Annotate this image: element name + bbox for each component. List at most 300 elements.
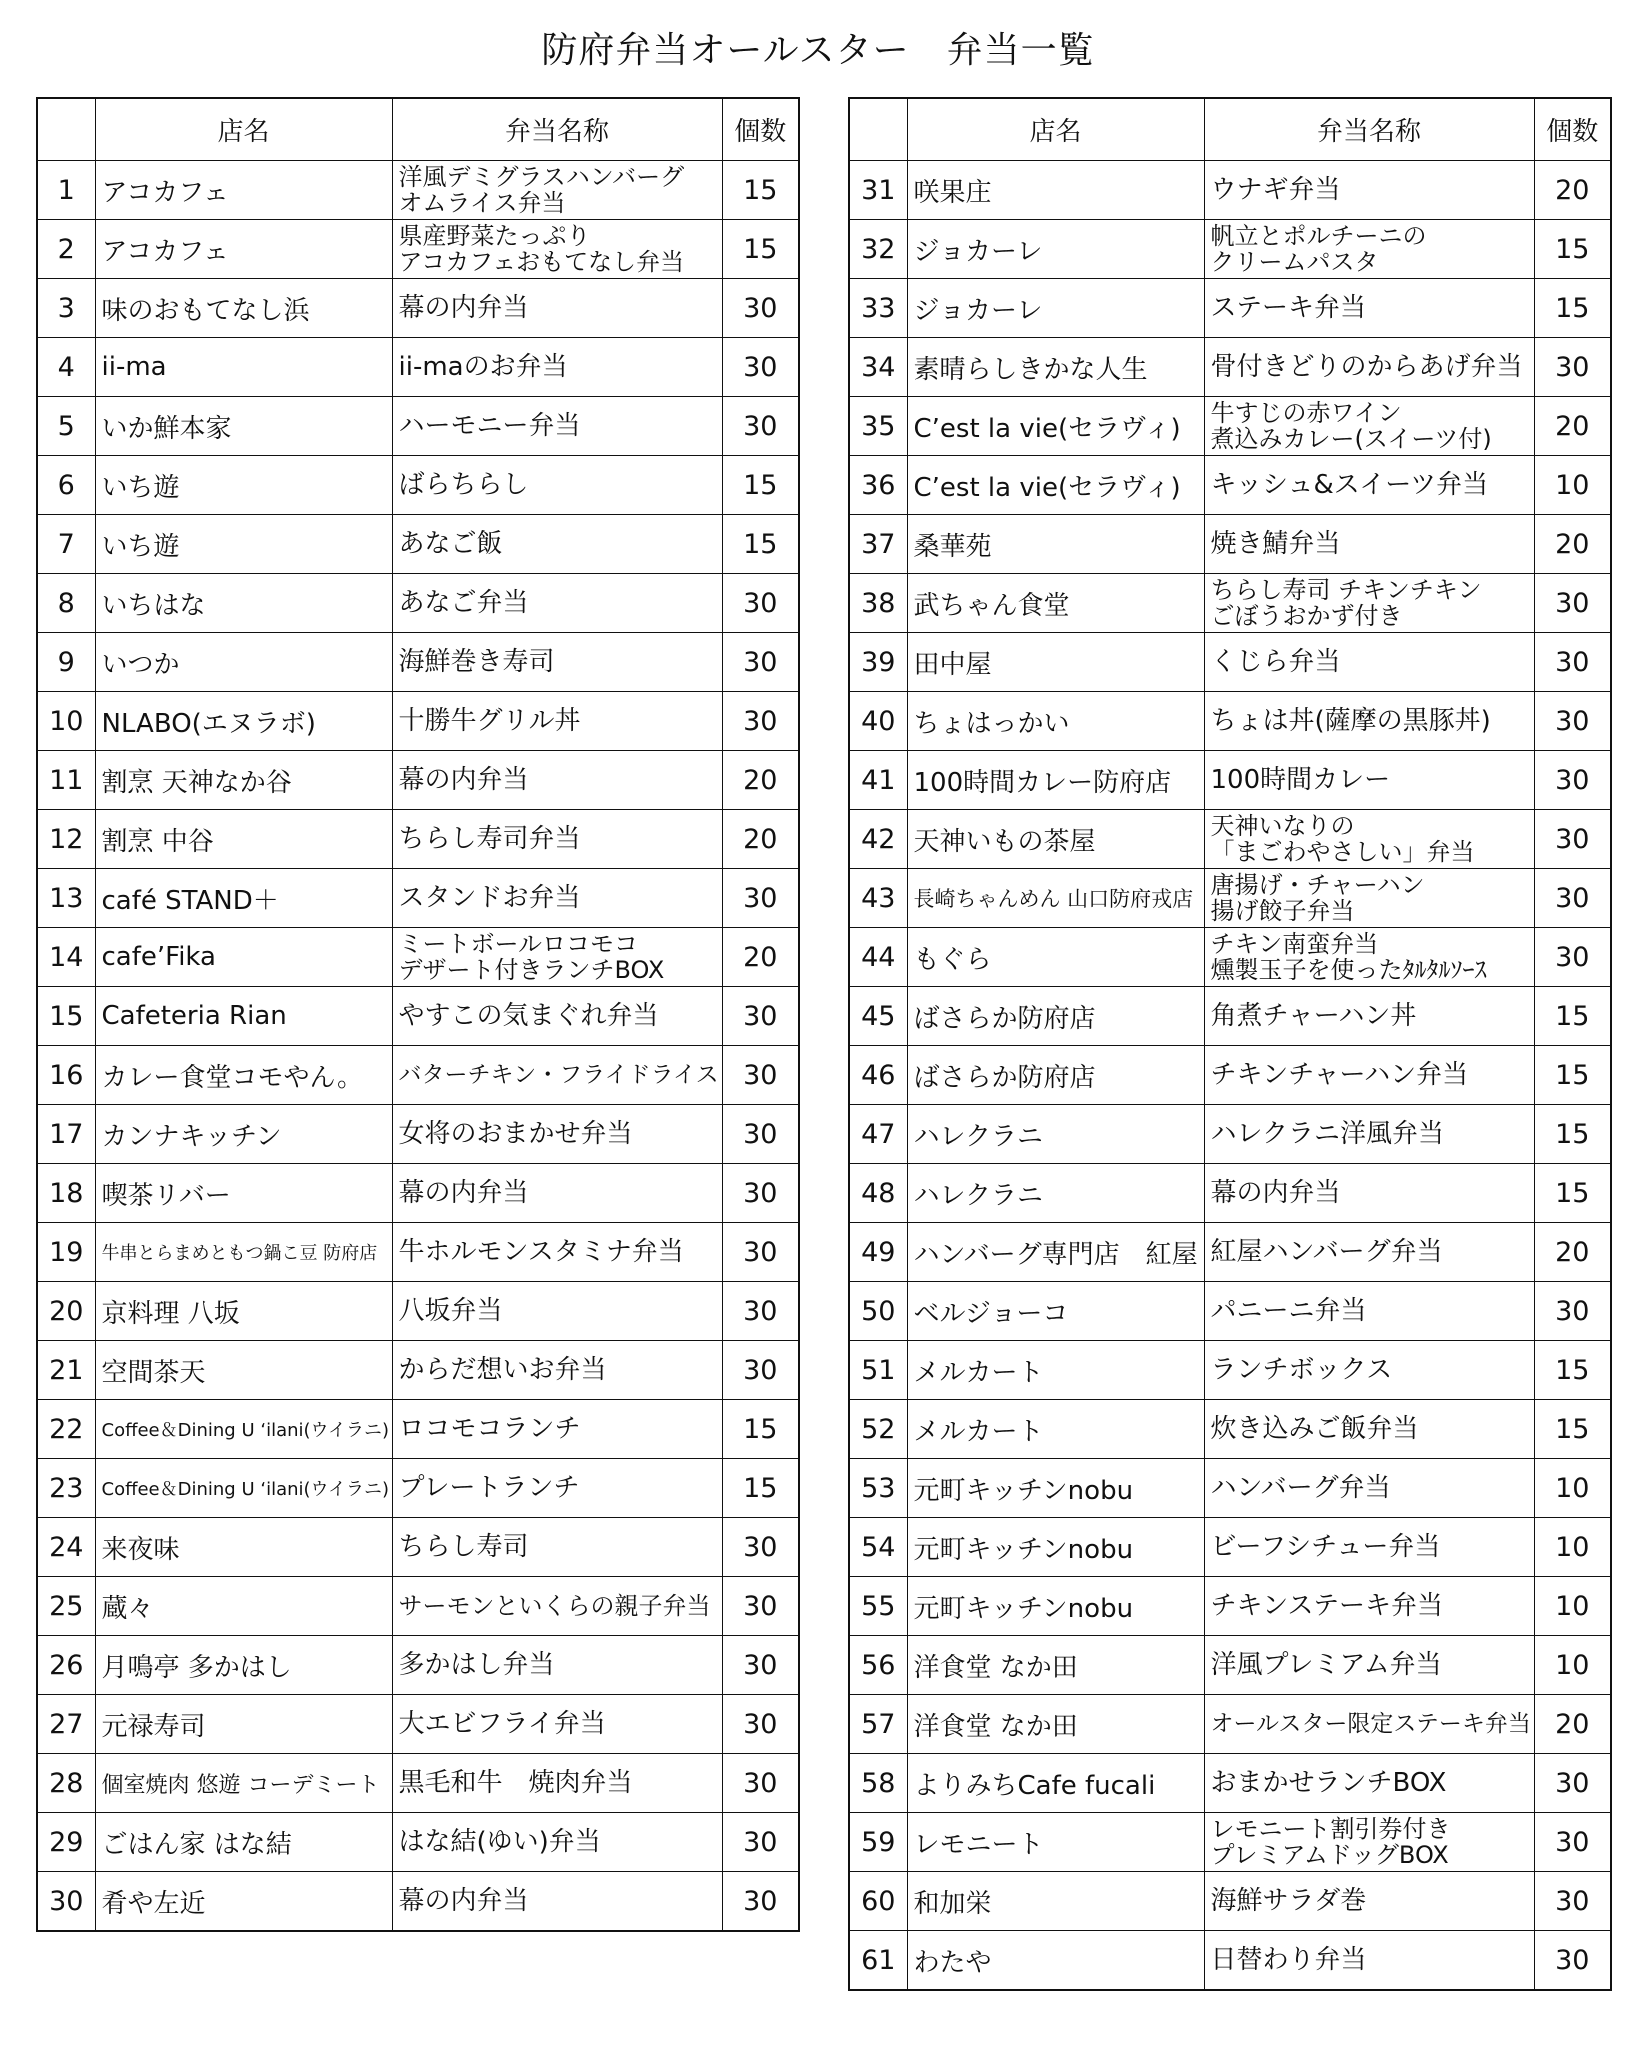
table-row (37, 220, 799, 279)
shop-name: ベルジョーコ (907, 1282, 1204, 1341)
row-number: 2 (37, 220, 95, 279)
shop-name: 長崎ちゃんめん 山口防府戎店 (907, 869, 1204, 928)
table-row (849, 1931, 1611, 1991)
bento-name: 洋風デミグラスハンバーグ オムライス弁当 (392, 161, 722, 220)
table-row (37, 1282, 799, 1341)
bento-name: あなご飯 (392, 515, 722, 574)
table-row (37, 928, 799, 987)
table-row (849, 633, 1611, 692)
row-number: 38 (849, 574, 907, 633)
table-row (849, 1223, 1611, 1282)
bento-count: 10 (1534, 1577, 1611, 1636)
shop-name: いちはな (95, 574, 392, 633)
shop-name: いち遊 (95, 456, 392, 515)
row-number: 32 (849, 220, 907, 279)
bento-count: 30 (1534, 869, 1611, 928)
row-number: 20 (37, 1282, 95, 1341)
bento-count: 10 (1534, 1636, 1611, 1695)
row-number: 17 (37, 1105, 95, 1164)
table-row (37, 1872, 799, 1932)
bento-name: 骨付きどりのからあげ弁当 (1204, 338, 1534, 397)
bento-name: あなご弁当 (392, 574, 722, 633)
table-row (849, 1636, 1611, 1695)
row-number: 53 (849, 1459, 907, 1518)
shop-name: 京料理 八坂 (95, 1282, 392, 1341)
row-number: 46 (849, 1046, 907, 1105)
table-row (37, 810, 799, 869)
table-row (849, 1695, 1611, 1754)
row-number: 35 (849, 397, 907, 456)
table-row (37, 633, 799, 692)
bento-table-left (36, 97, 800, 1932)
table-row (849, 692, 1611, 751)
bento-name: 十勝牛グリル丼 (392, 692, 722, 751)
bento-count: 30 (1534, 1931, 1611, 1991)
table-row (37, 1341, 799, 1400)
bento-name: はな結(ゆい)弁当 (392, 1813, 722, 1872)
bento-count: 15 (1534, 987, 1611, 1046)
bento-name: ランチボックス (1204, 1341, 1534, 1400)
row-number: 19 (37, 1223, 95, 1282)
table-row (849, 338, 1611, 397)
row-number: 60 (849, 1872, 907, 1931)
shop-name: 天神いもの茶屋 (907, 810, 1204, 869)
bento-name: 角煮チャーハン丼 (1204, 987, 1534, 1046)
shop-name: いち遊 (95, 515, 392, 574)
bento-name: ウナギ弁当 (1204, 161, 1534, 220)
table-row (849, 1164, 1611, 1223)
table-row (37, 692, 799, 751)
bento-name: 県産野菜たっぷり アコカフェおもてなし弁当 (392, 220, 722, 279)
shop-name: ハンバーグ専門店 紅屋 (907, 1223, 1204, 1282)
row-number: 31 (849, 161, 907, 220)
table-row (37, 1459, 799, 1518)
shop-name: 元町キッチンnobu (907, 1577, 1204, 1636)
row-number: 57 (849, 1695, 907, 1754)
table-row (849, 987, 1611, 1046)
shop-name: ハレクラニ (907, 1164, 1204, 1223)
bento-count: 15 (1534, 1341, 1611, 1400)
bento-name: プレートランチ (392, 1459, 722, 1518)
bento-count: 30 (722, 338, 799, 397)
bento-name: 幕の内弁当 (392, 751, 722, 810)
row-number: 4 (37, 338, 95, 397)
row-number: 16 (37, 1046, 95, 1105)
table-row (37, 1223, 799, 1282)
row-number: 33 (849, 279, 907, 338)
table-row (37, 1813, 799, 1872)
bento-count: 30 (722, 1577, 799, 1636)
shop-name: 洋食堂 なか田 (907, 1636, 1204, 1695)
shop-name: 蔵々 (95, 1577, 392, 1636)
row-number: 52 (849, 1400, 907, 1459)
table-row (849, 1813, 1611, 1872)
bento-count: 30 (722, 1872, 799, 1932)
bento-count: 10 (1534, 1459, 1611, 1518)
shop-name: 田中屋 (907, 633, 1204, 692)
table-row (849, 220, 1611, 279)
bento-count: 30 (722, 692, 799, 751)
shop-name: 個室焼肉 悠遊 コーデミート (95, 1754, 392, 1813)
table-row (37, 515, 799, 574)
shop-name: もぐら (907, 928, 1204, 987)
table-row (849, 1341, 1611, 1400)
bento-count: 30 (1534, 1872, 1611, 1931)
bento-count: 20 (1534, 397, 1611, 456)
row-number: 18 (37, 1164, 95, 1223)
row-number: 37 (849, 515, 907, 574)
shop-name: 洋食堂 なか田 (907, 1695, 1204, 1754)
bento-count: 30 (1534, 1282, 1611, 1341)
row-number: 29 (37, 1813, 95, 1872)
bento-count: 30 (722, 1636, 799, 1695)
bento-count: 30 (1534, 751, 1611, 810)
bento-table-right (848, 97, 1612, 1991)
shop-name: メルカート (907, 1341, 1204, 1400)
bento-name: チキンステーキ弁当 (1204, 1577, 1534, 1636)
bento-name: キッシュ&スイーツ弁当 (1204, 456, 1534, 515)
row-number: 30 (37, 1872, 95, 1932)
bento-count: 15 (1534, 220, 1611, 279)
bento-count: 20 (1534, 161, 1611, 220)
bento-count: 30 (1534, 338, 1611, 397)
bento-count: 30 (722, 633, 799, 692)
bento-count: 15 (1534, 1164, 1611, 1223)
shop-name: ジョカーレ (907, 279, 1204, 338)
row-number: 41 (849, 751, 907, 810)
row-number: 28 (37, 1754, 95, 1813)
bento-name: ii-maのお弁当 (392, 338, 722, 397)
table-row (37, 1046, 799, 1105)
shop-name: 元町キッチンnobu (907, 1459, 1204, 1518)
shop-name: Cafeteria Rian (95, 987, 392, 1046)
bento-count: 15 (722, 1400, 799, 1459)
table-row (37, 869, 799, 928)
bento-name: からだ想いお弁当 (392, 1341, 722, 1400)
bento-count: 30 (722, 1518, 799, 1577)
shop-name: アコカフェ (95, 220, 392, 279)
row-number: 22 (37, 1400, 95, 1459)
bento-name: 幕の内弁当 (392, 1872, 722, 1932)
shop-name: いか鮮本家 (95, 397, 392, 456)
row-number: 43 (849, 869, 907, 928)
table-row (37, 456, 799, 515)
shop-name: 和加栄 (907, 1872, 1204, 1931)
bento-name: サーモンといくらの親子弁当 (392, 1577, 722, 1636)
row-number: 23 (37, 1459, 95, 1518)
table-row (37, 987, 799, 1046)
row-number: 14 (37, 928, 95, 987)
bento-name: パニーニ弁当 (1204, 1282, 1534, 1341)
bento-name: 牛すじの赤ワイン 煮込みカレー(スイーツ付) (1204, 397, 1534, 456)
table-row (849, 1400, 1611, 1459)
table-row (37, 1105, 799, 1164)
bento-name: ハレクラニ洋風弁当 (1204, 1105, 1534, 1164)
table-row (849, 1872, 1611, 1931)
header-bento-name: 弁当名称 (1204, 98, 1534, 161)
table-row (849, 869, 1611, 928)
shop-name: レモニート (907, 1813, 1204, 1872)
bento-count: 15 (1534, 279, 1611, 338)
bento-count: 20 (722, 810, 799, 869)
bento-count: 30 (722, 279, 799, 338)
shop-name: 割烹 天神なか谷 (95, 751, 392, 810)
bento-name: 日替わり弁当 (1204, 1931, 1534, 1991)
row-number: 47 (849, 1105, 907, 1164)
bento-name: 唐揚げ・チャーハン 揚げ餃子弁当 (1204, 869, 1534, 928)
bento-name: ばらちらし (392, 456, 722, 515)
table-row (37, 279, 799, 338)
shop-name: 牛串とらまめともつ鍋こ豆 防府店 (95, 1223, 392, 1282)
shop-name: 武ちゃん食堂 (907, 574, 1204, 633)
bento-count: 30 (1534, 1754, 1611, 1813)
row-number: 50 (849, 1282, 907, 1341)
table-row (849, 279, 1611, 338)
row-number: 8 (37, 574, 95, 633)
table-row (849, 1754, 1611, 1813)
bento-name: ハンバーグ弁当 (1204, 1459, 1534, 1518)
bento-name: 幕の内弁当 (392, 1164, 722, 1223)
row-number: 7 (37, 515, 95, 574)
bento-name: 幕の内弁当 (1204, 1164, 1534, 1223)
shop-name: 来夜味 (95, 1518, 392, 1577)
table-row (37, 397, 799, 456)
bento-count: 30 (722, 1282, 799, 1341)
row-number: 39 (849, 633, 907, 692)
bento-name: オールスター限定ステーキ弁当 (1204, 1695, 1534, 1754)
bento-name: スタンドお弁当 (392, 869, 722, 928)
row-number: 55 (849, 1577, 907, 1636)
table-row (849, 1459, 1611, 1518)
bento-name: ちらし寿司弁当 (392, 810, 722, 869)
shop-name: わたや (907, 1931, 1204, 1991)
shop-name: 喫茶リバー (95, 1164, 392, 1223)
row-number: 12 (37, 810, 95, 869)
bento-name: 幕の内弁当 (392, 279, 722, 338)
bento-name: 炊き込みご飯弁当 (1204, 1400, 1534, 1459)
bento-count: 15 (722, 220, 799, 279)
shop-name: ちょはっかい (907, 692, 1204, 751)
row-number: 34 (849, 338, 907, 397)
shop-name: 元禄寿司 (95, 1695, 392, 1754)
shop-name: よりみちCafe fucali (907, 1754, 1204, 1813)
bento-count: 30 (722, 1754, 799, 1813)
table-row (849, 810, 1611, 869)
bento-name: ビーフシチュー弁当 (1204, 1518, 1534, 1577)
bento-count: 30 (722, 1046, 799, 1105)
bento-name: 100時間カレー (1204, 751, 1534, 810)
table-header-row (849, 98, 1611, 161)
row-number: 10 (37, 692, 95, 751)
row-number: 9 (37, 633, 95, 692)
bento-count: 30 (1534, 1813, 1611, 1872)
row-number: 49 (849, 1223, 907, 1282)
shop-name: 割烹 中谷 (95, 810, 392, 869)
row-number: 27 (37, 1695, 95, 1754)
row-number: 51 (849, 1341, 907, 1400)
bento-count: 15 (722, 161, 799, 220)
row-number: 21 (37, 1341, 95, 1400)
bento-name: ちょは丼(薩摩の黒豚丼) (1204, 692, 1534, 751)
header-count: 個数 (722, 98, 799, 161)
shop-name: cafe’Fika (95, 928, 392, 987)
bento-name: 天神いなりの 「まごわやさしい」弁当 (1204, 810, 1534, 869)
table-row (37, 1636, 799, 1695)
bento-name: ちらし寿司 チキンチキン ごぼうおかず付き (1204, 574, 1534, 633)
row-number: 58 (849, 1754, 907, 1813)
bento-count: 30 (722, 1813, 799, 1872)
table-row (849, 1282, 1611, 1341)
bento-name: 海鮮サラダ巻 (1204, 1872, 1534, 1931)
bento-count: 30 (722, 987, 799, 1046)
bento-count: 30 (722, 1695, 799, 1754)
row-number: 6 (37, 456, 95, 515)
shop-name: 咲果庄 (907, 161, 1204, 220)
bento-count: 30 (1534, 633, 1611, 692)
row-number: 5 (37, 397, 95, 456)
header-bento-name: 弁当名称 (392, 98, 722, 161)
bento-name: 紅屋ハンバーグ弁当 (1204, 1223, 1534, 1282)
shop-name: NLABO(エヌラボ) (95, 692, 392, 751)
bento-count: 15 (722, 515, 799, 574)
bento-count: 30 (722, 1164, 799, 1223)
table-row (849, 574, 1611, 633)
bento-count: 20 (1534, 515, 1611, 574)
bento-name: ミートボールロコモコ デザート付きランチBOX (392, 928, 722, 987)
shop-name: ハレクラニ (907, 1105, 1204, 1164)
shop-name: ばさらか防府店 (907, 987, 1204, 1046)
row-number: 40 (849, 692, 907, 751)
bento-count: 30 (1534, 928, 1611, 987)
shop-name: メルカート (907, 1400, 1204, 1459)
row-number: 25 (37, 1577, 95, 1636)
bento-name: 焼き鯖弁当 (1204, 515, 1534, 574)
page-title: 防府弁当オールスター 弁当一覧 (541, 30, 1095, 71)
table-row (37, 1518, 799, 1577)
shop-name: ばさらか防府店 (907, 1046, 1204, 1105)
table-row (37, 1577, 799, 1636)
row-number: 1 (37, 161, 95, 220)
bento-name: 海鮮巻き寿司 (392, 633, 722, 692)
bento-count: 15 (722, 456, 799, 515)
table-row (849, 1518, 1611, 1577)
bento-name: 牛ホルモンスタミナ弁当 (392, 1223, 722, 1282)
bento-count: 15 (1534, 1046, 1611, 1105)
row-number: 36 (849, 456, 907, 515)
bento-name: 八坂弁当 (392, 1282, 722, 1341)
bento-name: くじら弁当 (1204, 633, 1534, 692)
bento-name: チキン南蛮弁当 燻製玉子を使ったﾀﾙﾀﾙｿｰｽ (1204, 928, 1534, 987)
table-row (37, 1754, 799, 1813)
bento-name: ロコモコランチ (392, 1400, 722, 1459)
shop-name: café STAND＋ (95, 869, 392, 928)
bento-count: 20 (1534, 1695, 1611, 1754)
bento-count: 20 (722, 751, 799, 810)
table-row (849, 1105, 1611, 1164)
header-shop-name: 店名 (907, 98, 1204, 161)
row-number: 42 (849, 810, 907, 869)
bento-name: 大エビフライ弁当 (392, 1695, 722, 1754)
shop-name: Coffee＆Dining U ‘ilani(ウイラニ) (95, 1400, 392, 1459)
table-row (37, 751, 799, 810)
table-row (849, 456, 1611, 515)
table-row (849, 1577, 1611, 1636)
row-number: 56 (849, 1636, 907, 1695)
shop-name: 素晴らしきかな人生 (907, 338, 1204, 397)
shop-name: 味のおもてなし浜 (95, 279, 392, 338)
bento-name: チキンチャーハン弁当 (1204, 1046, 1534, 1105)
bento-name: レモニート割引券付き プレミアムドッグBOX (1204, 1813, 1534, 1872)
shop-name: 100時間カレー防府店 (907, 751, 1204, 810)
shop-name: 月鳴亭 多かはし (95, 1636, 392, 1695)
bento-count: 10 (1534, 1518, 1611, 1577)
shop-name: Coffee＆Dining U ‘ilani(ウイラニ) (95, 1459, 392, 1518)
bento-count: 20 (1534, 1223, 1611, 1282)
table-row (849, 1046, 1611, 1105)
row-number: 44 (849, 928, 907, 987)
row-number: 11 (37, 751, 95, 810)
bento-name: ちらし寿司 (392, 1518, 722, 1577)
bento-name: 帆立とポルチーニの クリームパスタ (1204, 220, 1534, 279)
bento-count: 30 (722, 1105, 799, 1164)
header-shop-name: 店名 (95, 98, 392, 161)
row-number: 59 (849, 1813, 907, 1872)
bento-name: 黒毛和牛 焼肉弁当 (392, 1754, 722, 1813)
row-number: 45 (849, 987, 907, 1046)
bento-name: やすこの気まぐれ弁当 (392, 987, 722, 1046)
header-count: 個数 (1534, 98, 1611, 161)
bento-count: 20 (722, 928, 799, 987)
row-number: 13 (37, 869, 95, 928)
shop-name: ii-ma (95, 338, 392, 397)
table-row (849, 161, 1611, 220)
row-number: 26 (37, 1636, 95, 1695)
shop-name: C’est la vie(セラヴィ) (907, 456, 1204, 515)
table-row (37, 338, 799, 397)
bento-count: 30 (1534, 692, 1611, 751)
bento-name: バターチキン・フライドライス (392, 1046, 722, 1105)
header-number (37, 98, 95, 161)
shop-name: カンナキッチン (95, 1105, 392, 1164)
table-row (37, 161, 799, 220)
bento-name: 洋風プレミアム弁当 (1204, 1636, 1534, 1695)
table-row (849, 397, 1611, 456)
table-header-row (37, 98, 799, 161)
bento-count: 30 (722, 574, 799, 633)
shop-name: 肴や左近 (95, 1872, 392, 1932)
shop-name: 空間茶天 (95, 1341, 392, 1400)
shop-name: アコカフェ (95, 161, 392, 220)
row-number: 3 (37, 279, 95, 338)
row-number: 54 (849, 1518, 907, 1577)
row-number: 15 (37, 987, 95, 1046)
shop-name: C’est la vie(セラヴィ) (907, 397, 1204, 456)
shop-name: 元町キッチンnobu (907, 1518, 1204, 1577)
bento-count: 15 (1534, 1105, 1611, 1164)
table-row (37, 1695, 799, 1754)
bento-count: 30 (1534, 574, 1611, 633)
table-row (37, 574, 799, 633)
bento-count: 10 (1534, 456, 1611, 515)
shop-name: いつか (95, 633, 392, 692)
header-number (849, 98, 907, 161)
row-number: 24 (37, 1518, 95, 1577)
table-row (849, 515, 1611, 574)
bento-count: 30 (1534, 810, 1611, 869)
row-number: 61 (849, 1931, 907, 1991)
bento-count: 15 (722, 1459, 799, 1518)
table-row (849, 928, 1611, 987)
